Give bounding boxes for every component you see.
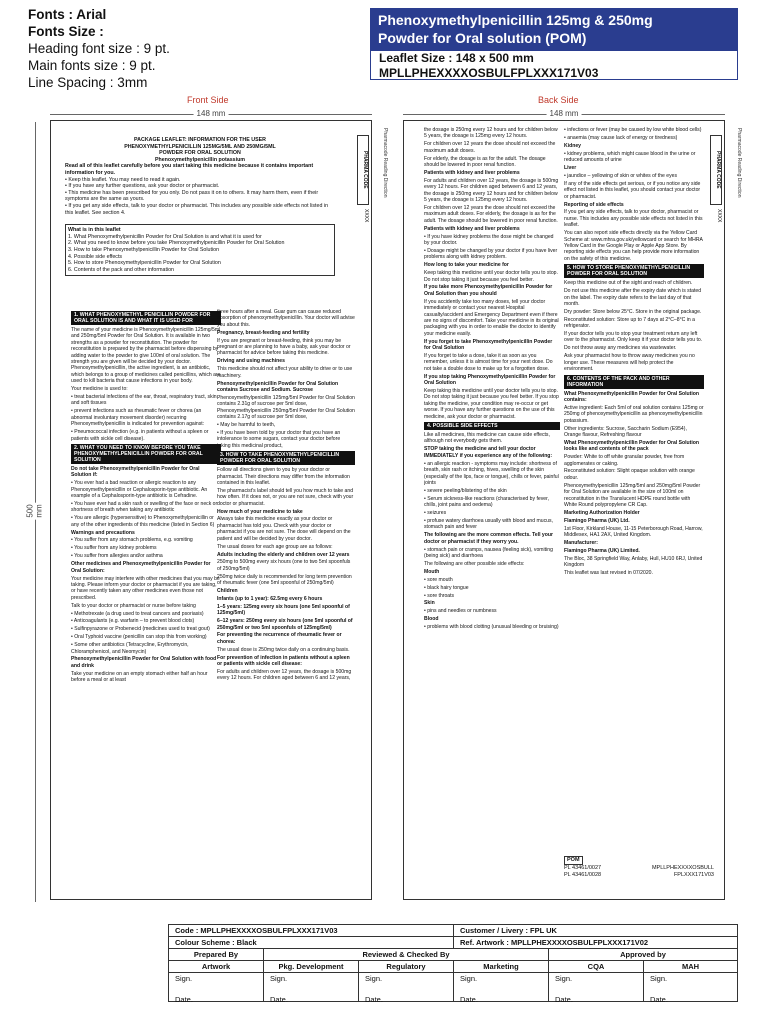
sign-label: Sign. bbox=[270, 974, 288, 983]
paragraph: • kidney problems, which might cause blood in the urine or reduced amounts of urine bbox=[564, 150, 696, 164]
intro-bullet: • If you get any side effects, talk to your doctor or pharmacist. This includes any possible side effects not listed in this leaflet. See section 4. bbox=[65, 202, 329, 216]
leaflet-intro bbox=[65, 137, 335, 279]
paragraph: • Serum sickness-like reactions (characterised by fever, chills, joint pains and oedema) bbox=[424, 495, 549, 509]
paragraph: For elderly, the dosage is as for the adult. The dosage should be lowered in poor renal function. bbox=[424, 155, 546, 169]
subheading: The following are the more common effects. Tell your doctor or pharmacist if they worry you. bbox=[424, 532, 553, 545]
paragraph: • You are allergic (hypersensitive) to Phenoxymethylpenicillin or any of the other ingredients of this medicine (listed in Section 6) bbox=[71, 515, 215, 528]
paragraph: If you forget to take a dose, take it as soon as you remember, unless it is almost time for your next dose. Do not take a double dose to make up for a forgotten dose. bbox=[424, 353, 553, 372]
paragraph: Ask your pharmacist how to throw away medicines you no longer use. These measures will help protect the environment. bbox=[564, 353, 695, 373]
subheading: Driving and using machines bbox=[217, 358, 285, 365]
sign-label: Sign. bbox=[650, 974, 668, 983]
section-heading: 3. HOW TO TAKE PHENOXYMETHYLPENICILLIN POWDER FOR ORAL SOLUTION bbox=[217, 451, 355, 465]
paragraph: 250mg twice daily is recommended for long term prevention of rheumatic fever (one 5ml spoonful of 250mg/5ml) bbox=[217, 573, 352, 587]
subheading: If you take more Phenoxymethylpenicillin Powder for Oral Solution than you should bbox=[424, 284, 553, 297]
paragraph: three hours after a meal. Guar gum can cause reduced absorption of phenoxymethylpenicillin. Your doctor will advise you about this. bbox=[217, 309, 355, 328]
date-label: Date. bbox=[270, 995, 288, 1004]
subheading: Flamingo Pharma (UK) Limited. bbox=[564, 547, 640, 554]
subheading: What Phenoxymethylpenicillin Powder for Oral Solution contains: bbox=[564, 390, 699, 403]
paragraph: • severe peeling/blistering of the skin bbox=[424, 487, 507, 494]
section-heading: 6. CONTENTS OF THE PACK AND OTHER INFORMATION bbox=[564, 375, 704, 389]
paragraph: • pins and needles or numbness bbox=[424, 608, 497, 615]
subheading: Phenoxymethylpenicillin Powder for Oral Solution contains Sucrose and Sodium. Sucrose bbox=[217, 380, 339, 393]
paragraph: Keep taking this medicine until your doctor tells you to stop. Do not stop taking it just because you feel better. If you stop taking the medicine, your condition may re-occur or get worse. If you have any further questions on the use of this medicine, ask your doctor or pharmacist. bbox=[424, 388, 559, 420]
paragraph: The following are other possible side effects: bbox=[424, 560, 525, 567]
role-cqa: CQA bbox=[549, 961, 644, 972]
paragraph: Follow all directions given to you by your doctor or pharmacist. Their directions may differ from the information contained in this leaflet. bbox=[217, 467, 350, 486]
subheading: If you stop taking Phenoxymethylpenicillin Powder for Oral Solution bbox=[424, 373, 556, 387]
intro-substance: Phenoxymethylpenicillin potassium bbox=[154, 156, 246, 163]
subheading: Patients with kidney and liver problems bbox=[424, 169, 520, 176]
title-box bbox=[370, 8, 738, 80]
paragraph: If you accidently take too many doses, tell your doctor immediately or contact your nearest Hospital casualty/accident and Emergency Department even if there are no signs of discomfort. Take your medicine in its original packaging with you in order to enable the doctor to identify your medicine easily. bbox=[424, 298, 559, 337]
paragraph: If you get any side effects, talk to your doctor, pharmacist or nurse. This includes any possible side effects not listed in this leaflet. bbox=[564, 209, 703, 229]
pl-number: PL 43461/0028 bbox=[564, 872, 602, 878]
paragraph: • If you have kidney problems the dose might be changed by your doctor. bbox=[424, 233, 554, 246]
back-side-label: Back Side bbox=[538, 95, 579, 105]
paragraph: Phenoxymethylpenicillin 125mg/5ml and 250mg/5ml Powder for Oral Solution are available in the size of 100ml on reconstitution in the Translucent HDPE round bottle with White Round polypropylene CR Cap. bbox=[564, 482, 701, 508]
paragraph: • infections or fever (may be caused by low white blood cells) bbox=[564, 127, 702, 133]
back-footer bbox=[564, 856, 714, 879]
artwork-code-cell: Code : MPLLPHEXXXXOSBULFPLXXX171V03 bbox=[169, 925, 454, 936]
subheading: Marketing Authorization Holder bbox=[564, 509, 640, 516]
pharma-code-xxxx: XXXX bbox=[716, 209, 722, 223]
paragraph: • problems with blood clotting (unusual bleeding or bruising) bbox=[424, 624, 559, 631]
paragraph: Dry powder: Store below 25°C. Store in the original package. bbox=[564, 308, 702, 315]
paragraph: The usual doses for each age group are as follows: bbox=[217, 543, 333, 550]
artwork-approval-table bbox=[168, 924, 738, 1002]
subheading: Blood bbox=[424, 616, 439, 623]
leaflet-code: MPLLPHEXXXXOSBULFPLXXX171V03 bbox=[379, 66, 599, 80]
back-panel bbox=[403, 120, 725, 900]
front-column-1 bbox=[71, 309, 221, 897]
paragraph: Keep this medicine out of the sight and reach of children. bbox=[564, 280, 693, 287]
paragraph: • sore throats bbox=[424, 592, 455, 599]
title-meta bbox=[370, 50, 738, 80]
height-label: 500 mm bbox=[25, 504, 44, 518]
subheading: Reporting of side effects bbox=[564, 201, 624, 208]
toc-list bbox=[68, 234, 332, 274]
intro-heading: PACKAGE LEAFLET: INFORMATION FOR THE USER bbox=[134, 137, 266, 143]
prepared-by-header: Prepared By bbox=[169, 949, 264, 960]
paragraph: For children over 12 years the dose should not exceed the maximum adult doses. For elderly, the dosage is as for the adult. The dosage should be lowered in poor renal function. bbox=[424, 204, 558, 224]
paragraph: • Anticoagulants (e.g. warfarin – to prevent blood clots) bbox=[71, 618, 195, 625]
sign-label: Sign. bbox=[555, 974, 573, 983]
paragraph: • If you have been told by your doctor that you have an intolerance to some sugars, contact your doctor before taking this medicinal product, bbox=[217, 429, 341, 449]
subheading: 1–5 years: 125mg every six hours (one 5ml spoonful of 125mg/5ml) bbox=[217, 603, 350, 617]
date-label: Date. bbox=[365, 995, 383, 1004]
front-side-label: Front Side bbox=[187, 95, 229, 105]
subheading: For prevention of infection in patients without a spleen or patients with sickle cell disease: bbox=[217, 654, 350, 668]
back-column-1 bbox=[424, 127, 560, 895]
subheading: Adults including the elderly and children over 12 years bbox=[217, 551, 350, 558]
paragraph: If you are pregnant or breast-feeding, think you may be pregnant or are planning to have a baby, ask your doctor or pharmacist for advice before taking this medicine. bbox=[217, 337, 351, 357]
paragraph: • You have ever had a skin rash or swelling of the face or neck or shortness of breath when taking any antibiotic bbox=[71, 500, 218, 514]
paragraph: • You ever had a bad reaction or allergic reaction to any Phenoxymethylpenicillin or Cephalosporin-type antibiotic. An example of a Cephalosporin-type antibiotic is Cefradine. bbox=[71, 480, 208, 500]
paragraph: The usual dose is 250mg twice daily on a continuing basis. bbox=[217, 646, 350, 653]
date-label: Date. bbox=[175, 995, 193, 1004]
leaflet-size: Leaflet Size : 148 x 500 mm bbox=[379, 51, 534, 65]
font-spec bbox=[28, 6, 170, 91]
paragraph: • Oral Typhoid vaccine (penicillin can stop this from working) bbox=[71, 634, 207, 641]
date-label: Date. bbox=[460, 995, 478, 1004]
subheading: Warnings and precautions bbox=[71, 529, 135, 536]
signature-cell[interactable] bbox=[359, 973, 454, 1004]
back-width-dimension bbox=[403, 109, 725, 119]
title-line1: Phenoxymethylpenicillin 125mg & 250mg bbox=[378, 12, 653, 28]
role-regulatory: Regulatory bbox=[359, 961, 454, 972]
subheading: Manufacturer: bbox=[564, 540, 598, 547]
front-pharmacode-direction: Pharmacode Reading Direction bbox=[382, 128, 388, 198]
back-column-2 bbox=[564, 127, 704, 847]
spec-spacing: Line Spacing : 3mm bbox=[28, 75, 148, 90]
paragraph: • Methotrexate (a drug used to treat cancers and psoriasis) bbox=[71, 610, 204, 617]
paragraph: Keep taking this medicine until your doctor tells you to stop. Do not stop taking it just because you feel better. bbox=[424, 270, 558, 283]
paragraph: If any of the side effects get serious, or if you notice any side effect not listed in this leaflet, you should contact your doctor or pharmacist. bbox=[564, 180, 701, 200]
paragraph: • Pneumococcal infection (e.g. in patients without a spleen or patients with sickle cell disease). bbox=[71, 429, 209, 442]
paragraph: Your medicine is used to: bbox=[71, 386, 128, 393]
paragraph: The Bloc, 38 Springfield Way, Anlaby, Hull, HU10 6RJ, United Kingdom bbox=[564, 555, 703, 569]
role-artwork: Artwork bbox=[169, 961, 264, 972]
spec-main: Main fonts size : 9 pt. bbox=[28, 58, 156, 73]
paragraph: • You suffer from any kidney problems bbox=[71, 545, 157, 552]
artwork-code: FPLXXX171V03 bbox=[673, 872, 714, 878]
approved-header: Approved by bbox=[620, 950, 666, 959]
signature-cell[interactable] bbox=[264, 973, 359, 1004]
paragraph: Phenoxymethylpenicillin 125mg/5ml Powder for Oral Solution contains 2.31g of sucrose per 5ml dose, Phenoxymethylpenicillin 250mg/5ml Powder for Oral Solution contains 2.17g of sucrose per 5ml dose, bbox=[217, 394, 355, 421]
intro-read: Read all of this leaflet carefully before you start taking this medicine because it contains important information for you. bbox=[65, 163, 314, 176]
subheading: Kidney bbox=[564, 142, 581, 149]
date-label: Date. bbox=[650, 995, 668, 1004]
intro-bullet: • Keep this leaflet. You may need to read it again. bbox=[65, 176, 181, 183]
subheading: Skin bbox=[424, 600, 435, 607]
ref-artwork-cell: Ref. Artwork : MPLLPHEXXXXOSBULFPLXXX171V02 bbox=[460, 938, 649, 947]
subheading: Phenoxymethylpenicillin Powder for Oral Solution with food and drink bbox=[71, 656, 217, 669]
toc-item: 5. How to store Phenoxymethylpenicillin Powder for Oral Solution bbox=[68, 260, 221, 267]
toc-title: What is in this leaflet bbox=[68, 227, 121, 234]
intro-bullet: • If you have any further questions, ask your doctor or pharmacist. bbox=[65, 183, 220, 190]
paragraph: For children over 12 years the dose should not exceed the maximum adult doses. bbox=[424, 141, 556, 154]
intro-bullet: • This medicine has been prescribed for you only. Do not pass it on to others. It may harm them, even if their symptoms are the same as yours. bbox=[65, 189, 319, 203]
paragraph: Powder: White to off white granular powder, free from agglomerates or caking. bbox=[564, 454, 685, 467]
back-pharmacode-direction: Pharmacode Reading Direction bbox=[736, 128, 742, 198]
signature-cell[interactable] bbox=[644, 973, 737, 1004]
pharma-code-xxxx: XXXX bbox=[363, 209, 369, 223]
signature-row bbox=[169, 973, 737, 1004]
reviewed-header: Reviewed & Checked By bbox=[264, 949, 549, 960]
section-heading: 2. WHAT YOU NEED TO KNOW BEFORE YOU TAKE PHENOXYMETHYLPENICILLIN POWDER FOR ORAL SOLUTION bbox=[71, 444, 221, 464]
paragraph: • You suffer from allergies and/or asthma bbox=[71, 553, 163, 560]
toc-item: 1. What Phenoxymethylpenicillin Powder for Oral Solution is and what it is used for bbox=[68, 233, 262, 240]
subheading: Infants (up to 1 year): 62.5mg every 6 hours bbox=[217, 595, 323, 602]
section-heading: 5. HOW TO STORE PHENOXYMETHYLPENICILLIN POWDER FOR ORAL SOLUTION bbox=[564, 264, 704, 278]
spec-font-sizes: Fonts Size : bbox=[28, 24, 104, 39]
artwork-code: MPLLPHEXXXXOSBULL bbox=[651, 865, 714, 871]
paragraph: • You suffer from any stomach problems, e.g. vomiting bbox=[71, 537, 193, 544]
subheading: 6–12 years: 250mg every six hours (one 5ml spoonful of 250mg/5ml or two 5ml spoonfuls of 125mg/5ml) bbox=[217, 618, 353, 631]
colour-cell: Colour Scheme : Black bbox=[169, 937, 454, 948]
title-line2: Powder for Oral solution (POM) bbox=[378, 30, 587, 46]
paragraph: • Sulfinpyrazone or Probenecid (medicines used to treat gout) bbox=[71, 626, 210, 633]
paragraph: • anaemia (may cause lack of energy or tiredness) bbox=[564, 134, 678, 141]
paragraph: Do not use this medicine after the expiry date which is stated on the label. The expiry date refers to the last day of that month. bbox=[564, 288, 702, 307]
paragraph: This leaflet was last revised in 07/2020. bbox=[564, 570, 653, 577]
paragraph: Your medicine may interfere with other medicines that you may be taking. Please inform your doctor or pharmacist if you are taking, or have recently taken any other medicines even those not prescribed. bbox=[71, 575, 220, 601]
pom-badge: POM bbox=[564, 856, 583, 865]
spec-heading: Heading font size : 9 pt. bbox=[28, 41, 170, 56]
paragraph: 1st Floor, Kirkland House, 11-15 Peterborough Road, Harrow, Middlesex, HA1 2AX, United Kingdom. bbox=[564, 525, 703, 539]
section-heading: 1. WHAT PHENOXYMETHYL PENICILLIN POWDER FOR ORAL SOLUTION IS AND WHAT IT IS USED FOR bbox=[71, 311, 221, 325]
paragraph: You can also report side effects directly via the Yellow Card Scheme at: www.mhra.gov.uk/yellowcard or search for MHRA Yellow Card in the Google Play or Apple App Store. By reporting side effects you can help provide more information on the safety of this medicine. bbox=[564, 230, 703, 262]
subheading: Patients with kidney and liver problems bbox=[424, 225, 520, 232]
paragraph: 250mg to 500mg every six hours (one to two 5ml spoonfuls of 250mg/5ml) bbox=[217, 559, 351, 572]
toc-item: 3. How to take Phenoxymethylpenicillin Powder for Oral Solution bbox=[68, 246, 220, 253]
pl-number: PL 43461/0027 bbox=[564, 865, 602, 871]
intro-form: POWDER FOR ORAL SOLUTION bbox=[159, 150, 241, 157]
front-width-dimension bbox=[50, 109, 372, 119]
subheading: How much of your medicine to take bbox=[217, 508, 303, 515]
paragraph: • seizures bbox=[424, 510, 447, 517]
subheading: If you forget to take Phenoxymethylpenicillin Powder for Oral Solution bbox=[424, 338, 553, 352]
toc-item: 4. Possible side effects bbox=[68, 253, 123, 260]
paragraph: • an allergic reaction - symptoms may include: shortness of breath, skin rash or itching, hives, swelling of the skin (especially of the lips, face or tongue), chills or fever, painful joints bbox=[424, 460, 559, 486]
toc-item: 2. What you need to know before you take Phenoxymethylpenicillin Powder for Oral Solution bbox=[68, 240, 285, 247]
paragraph: • prevent infections such as rheumatic fever or chorea (an abnormal involuntary movement disorder) recurring Phenoxymethylpenicillin is indicated for prevention against: bbox=[71, 408, 205, 428]
paragraph: Reconstituted solution: Slight opaque solution with orange odour. bbox=[564, 468, 695, 481]
paragraph: • May be harmful to teeth, bbox=[217, 422, 276, 428]
pharma-code-box: PHARMA CODE bbox=[357, 135, 369, 205]
front-width-label: 148 mm bbox=[194, 109, 229, 118]
paragraph: • Dosage might be changed by your doctor if you have liver problems along with kidney problem. bbox=[424, 247, 558, 261]
date-label: Date. bbox=[555, 995, 573, 1004]
paragraph: • profuse watery diarrhoea usually with blood and mucus, stomach pain and fever bbox=[424, 517, 553, 531]
role-pkg-development: Pkg. Development bbox=[264, 961, 359, 972]
subheading: Flamingo Pharma (UK) Ltd. bbox=[564, 517, 630, 524]
spec-fonts: Fonts : Arial bbox=[28, 7, 107, 22]
toc-item: 6. Contents of the pack and other information bbox=[68, 266, 175, 273]
customer-cell: Customer / Livery : FPL UK bbox=[460, 926, 557, 935]
subheading: What Phenoxymethylpenicillin Powder for Oral Solution looks like and contents of the pack bbox=[564, 439, 699, 453]
toc-box bbox=[65, 224, 335, 276]
paragraph: For adults and children over 12 years, the dosage is 500mg every 12 hours. For children aged between 6 and 12 years, bbox=[217, 669, 352, 682]
subheading: Other medicines and Phenoxymethylpenicillin Powder for Oral Solution: bbox=[71, 561, 211, 574]
paragraph: • Some other antibiotics (Tetracycline, Erythromycin, Chloramphenicol, and Neomycin) bbox=[71, 642, 189, 655]
subheading: How long to take your medicine for bbox=[424, 262, 509, 269]
paragraph: Take your medicine on an empty stomach either half an hour before a meal or at least bbox=[71, 670, 208, 684]
paragraph: The pharmacist's label should tell you how much to take and how often. If it does not, or you are not sure, check with your doctor or pharmacist. bbox=[217, 487, 354, 507]
paragraph: Like all medicines, this medicine can cause side effects, although not everybody gets them. bbox=[424, 432, 550, 445]
paragraph: The name of your medicine is Phenoxymethylpenicillin 125mg/5ml and 250mg/5ml Powder for Oral Solution. It is available in two strengths as a powder for reconstitution. The powder for reconstitution is prepared by the pharmacist before dispensing by adding water to the powder to give 100ml of oral solution. The strength you are given will be decided by your doctor. Phenoxymethylpenicillin, the active ingredient, is an antibiotic, which belongs to a group of medicines called penicillins, which are used to kill bacteria that cause infections in your body. bbox=[71, 327, 221, 385]
subheading: Pregnancy, breast-feeding and fertility bbox=[217, 329, 310, 336]
sign-label: Sign. bbox=[175, 974, 193, 983]
subheading: Do not take Phenoxymethylpenicillin Powder for Oral Solution if: bbox=[71, 465, 200, 479]
pharma-code-box: PHARMA CODE bbox=[710, 135, 722, 205]
front-panel bbox=[50, 120, 372, 900]
paragraph: • black hairy tongue bbox=[424, 584, 469, 591]
paragraph: For adults and children over 12 years, the dosage is 500mg every 12 hours. For children aged between 6 and 12 years, the dosage is 250mg every 12 hours and for children below 5 years, the dosage is 125mg every 12 hours. bbox=[424, 177, 559, 204]
paragraph: If your doctor tells you to stop your treatment return any left over to the pharmacist. Only keep it if your doctor tells you to. bbox=[564, 331, 703, 344]
sign-label: Sign. bbox=[460, 974, 478, 983]
pl-row-1 bbox=[564, 865, 714, 872]
paragraph: • jaundice – yellowing of skin or whites of the eyes bbox=[564, 172, 678, 179]
subheading: Liver bbox=[564, 165, 577, 172]
paragraph: Talk to your doctor or pharmacist or nurse before taking bbox=[71, 602, 196, 609]
paragraph: This medicine should not affect your ability to drive or to use machinery. bbox=[217, 366, 353, 379]
subheading: For preventing the recurrence of rheumatic fever or chorea: bbox=[217, 632, 342, 645]
back-width-label: 148 mm bbox=[547, 109, 582, 118]
subheading: STOP taking the medicine and tell your doctor IMMEDIATELY if you experience any of the following: bbox=[424, 446, 553, 459]
signature-cell[interactable] bbox=[169, 973, 264, 1004]
paragraph: the dosage is 250mg every 12 hours and for children below 5 years, the dosage is 125mg every 12 hours. bbox=[424, 127, 558, 140]
paragraph: Do not throw away any medicines via wastewater. bbox=[564, 345, 677, 352]
section-heading: 4. POSSIBLE SIDE EFFECTS bbox=[424, 422, 560, 430]
signature-cell[interactable] bbox=[454, 973, 549, 1004]
signature-cell[interactable] bbox=[549, 973, 644, 1004]
paragraph: • sore mouth bbox=[424, 576, 453, 583]
intro-product: PHENOXYMETHYLPENICILLIN 125MG/5ML AND 250MG/5ML bbox=[124, 143, 276, 150]
front-column-2 bbox=[217, 309, 355, 897]
subheading: Children bbox=[217, 588, 238, 595]
paragraph: • treat bacterial infections of the ear, throat, respiratory tract, skin and soft tissues bbox=[71, 394, 217, 407]
role-mah: MAH bbox=[681, 962, 700, 971]
subheading: Mouth bbox=[424, 568, 440, 575]
height-dimension bbox=[25, 122, 44, 902]
role-marketing: Marketing bbox=[454, 961, 549, 972]
paragraph: Active ingredient: Each 5ml of oral solution contains 125mg or 250mg of phenoxymethylpenicillin as phenoxymethylpenicillin potassium. bbox=[564, 404, 704, 424]
paragraph: Other ingredients: Sucrose, Saccharin Sodium (E954), Orange flavour, Refreshing flavour bbox=[564, 425, 687, 438]
paragraph: Always take this medicine exactly as your doctor or pharmacist has told you. Check with your doctor or pharmacist if you are not sure. The dose will depend on the patient and will be decided by your doctor. bbox=[217, 516, 351, 542]
paragraph: • stomach pain or cramps, nausea (feeling sick), vomiting (being sick) and diarrhoea bbox=[424, 546, 553, 559]
roles-row bbox=[169, 961, 737, 973]
sign-label: Sign. bbox=[365, 974, 383, 983]
pl-row-2 bbox=[564, 872, 714, 879]
paragraph: Reconstituted solution: Store up to 7 days at 2°C–8°C in a refrigerator. bbox=[564, 316, 695, 330]
